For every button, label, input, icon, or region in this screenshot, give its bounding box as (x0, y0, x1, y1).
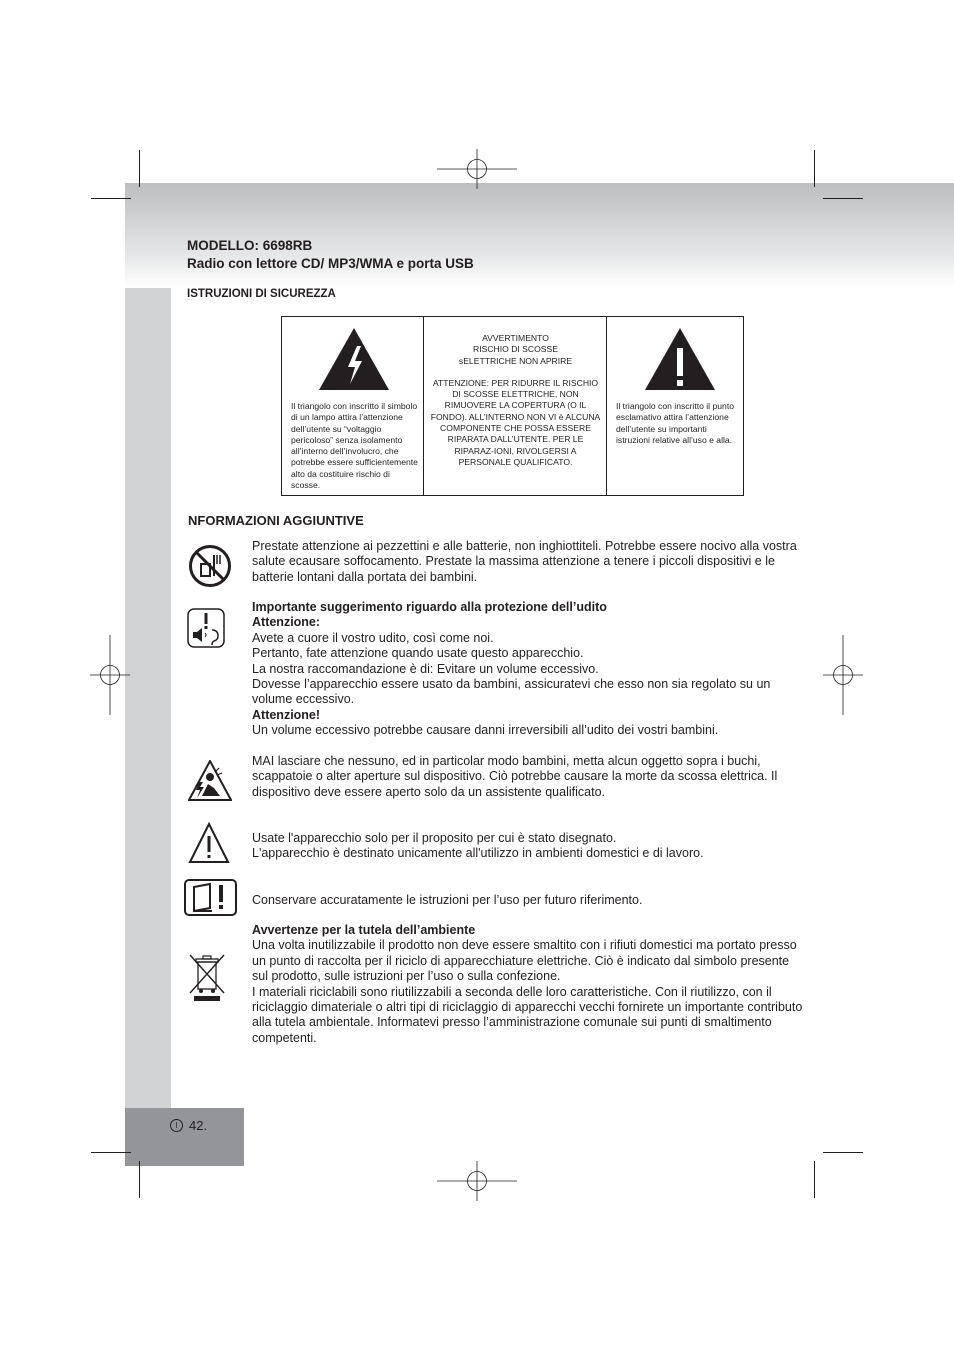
warning-title-1: AVVERTIMENTO (482, 333, 549, 343)
caution-triangle-icon (188, 822, 230, 864)
warning-cell-left (282, 317, 423, 495)
no-swallow-icon (188, 544, 232, 588)
warning-left-text: Il triangolo con inscritto il simbolo di un lampo attira l’attenzione dell’utente su “voltaggio pericoloso” senza isolamento all’interno dell’involucro, che potrebbe essere sufficientemente alto da costituire rischio di scosse. (291, 401, 418, 491)
warning-cell-right (606, 317, 743, 495)
side-band (125, 288, 171, 1166)
hearing-line-3: La nostra raccomandazione è di: Evitare un volume eccessivo. (252, 661, 599, 676)
page-number-text: 42. (189, 1118, 208, 1133)
use-line-1: Usate l'apparecchio solo per il proposito per cui è stato disegnato. (252, 831, 617, 845)
hearing-line-4: Dovesse l’apparecchio essere usato da bambini, assicuratevi che esso non sia regolato su un volume eccessivo. (252, 677, 771, 707)
use-line-2: L'apparecchio è destinato unicamente all'utilizzo in ambienti domestici e di lavoro. (252, 846, 704, 861)
page-number-box (125, 1108, 244, 1166)
hearing-line-1: Avete a cuore il vostro udito, così come noi. (252, 630, 494, 645)
environment-title: Avvertenze per la tutela dell’ambiente (252, 923, 476, 937)
keep-manual-text: Conservare accuratamente le istruzioni per l’uso per futuro riferimento. (252, 893, 643, 907)
warning-title-3: sELETTRICHE NON APRIRE (458, 355, 573, 366)
registration-mark-bottom (437, 1161, 517, 1201)
registration-mark-right (823, 635, 863, 715)
warning-right-text: Il triangolo con inscritto il punto esclamativo attira l’attenzione dell’utente su importanti istruzioni relative all’uso e alla. (616, 401, 734, 445)
attention-label-2: Attenzione! (252, 707, 321, 722)
attention-label-1: Attenzione: (252, 615, 321, 630)
environment-paragraph-2: I materiali riciclabili sono riutilizzabili a seconda delle loro caratteristiche. Con il riutilizzo, con il riciclaggio dimateriale o altri tipi di riciclaggio di apparecchi vecchi fornirete un importante contributo alla tutela ambientale. Informatevi presso l’amministrazione comunale sui punti di smaltimento competenti. (252, 984, 803, 1045)
manual-icon (184, 879, 237, 916)
registration-mark-top (437, 149, 517, 189)
hearing-title: Importante suggerimento riguardo alla protezione dell’udito (252, 600, 607, 614)
weee-bin-icon (187, 953, 227, 1003)
language-marker: I (170, 1119, 183, 1132)
warning-box (281, 316, 744, 496)
warning-title-2: RISCHIO DI SCOSSE (473, 344, 558, 355)
warning-cell-center (423, 317, 606, 495)
exclamation-triangle-icon (643, 326, 717, 392)
document-title (187, 237, 474, 273)
hearing-line-2: Pertanto, fate attenzione quando usate questo apparecchio. (252, 646, 584, 661)
lightning-triangle-icon (317, 326, 391, 392)
environment-block (252, 923, 808, 1046)
model-line: MODELLO: 6698RB (187, 238, 313, 253)
environment-paragraph-1: Una volta inutilizzabile il prodotto non deve essere smaltito con i rifiuti domestici ma portato presso un punto di raccolta per il riciclo di apparecchiature elettriche. Ciò è indicato dal simbolo presente sul prodotto, sulle istruzioni per l’uso o sulla confezione. (252, 938, 797, 984)
hearing-block (252, 600, 808, 739)
electric-hazard-icon (188, 760, 232, 802)
page-number (170, 1118, 207, 1133)
safety-heading: ISTRUZIONI DI SICUREZZA (187, 288, 336, 300)
hearing-warning-icon (187, 608, 225, 648)
info-heading: NFORMAZIONI AGGIUNTIVE (188, 513, 364, 528)
warning-center-text: ATTENZIONE: PER RIDURRE IL RISCHIO DI SCOSSE ELETTRICHE, NON RIMUOVERE LA COPERTURA (O IL FONDO). ALL’INTERNO NON VI è ALCUNA COMPONENTE CHE POSSA ESSERE RIPARATA DALL’UTENTE. PER LE RIPARAZ-IONI, RIVOLGERSI A PERSONALE QUALIFICATO. (430, 377, 601, 467)
paragraph-small-parts: Prestate attenzione ai pezzettini e alle batterie, non inghiottiteli. Potrebbe essere nocivo alla vostra salute ecausare soffocamento. Prestate la massima attenzione a tenere i piccoli dispositivi e le batterie lontani dalla portata dei bambini. (252, 539, 797, 584)
product-line: Radio con lettore CD/ MP3/WMA e porta USB (187, 256, 474, 271)
paragraph-openings: MAI lasciare che nessuno, ed in particolar modo bambini, metta alcun oggetto sopra i buchi, scappatoie o alter aperture sul dispositivo. Ciò potrebbe causare la morte da scossa elettrica. Il dispositivo deve essere aperto solo da un assistente qualificato. (252, 754, 778, 799)
use-block (252, 831, 808, 862)
registration-mark-left (90, 635, 130, 715)
hearing-line-5: Un volume eccessivo potrebbe causare danni irreversibili all’udito dei vostri bambini. (252, 723, 719, 738)
